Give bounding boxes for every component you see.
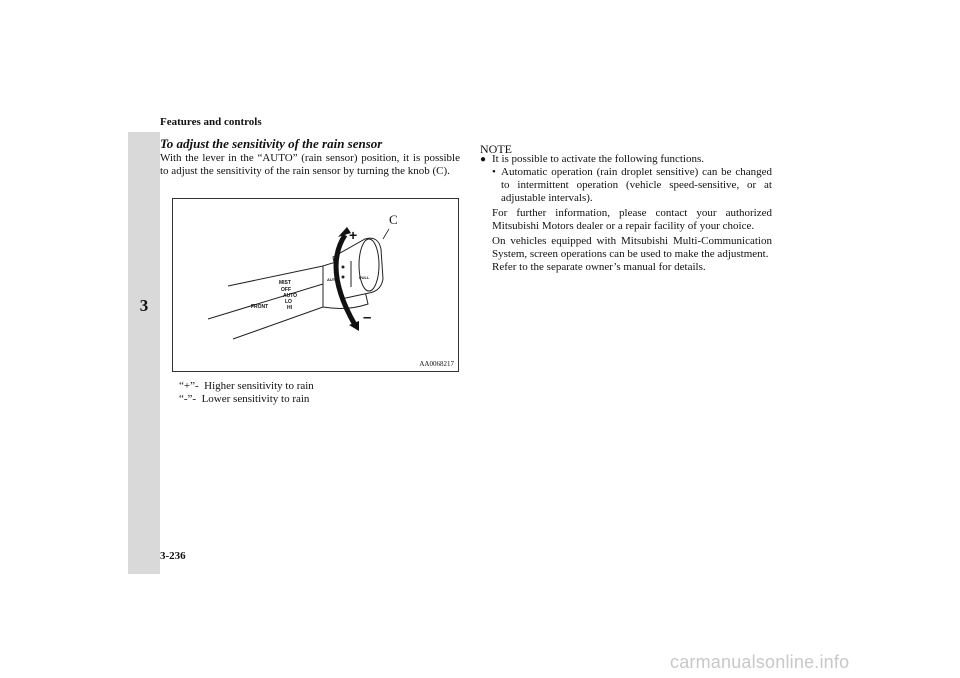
wiper-lever-illustration — [173, 199, 458, 371]
figure-id: AA0068217 — [419, 360, 454, 368]
legend-item-minus: “-”- Lower sensitivity to rain — [179, 393, 310, 405]
mode-label-hi: HI — [287, 305, 292, 311]
page-number: 3-236 — [160, 550, 186, 562]
watermark: carmanualsonline.info — [670, 652, 850, 672]
mode-label-lo: LO — [285, 299, 292, 305]
minus-symbol: – — [363, 309, 372, 326]
front-label: FRONT — [251, 304, 269, 310]
note-para-3: Refer to the separate owner’s manual for details. — [492, 261, 706, 273]
legend — [179, 380, 314, 406]
section-title: To adjust the sensitivity of the rain sensor — [160, 136, 383, 151]
knob-pull-label: PULL — [359, 275, 370, 280]
note-body — [480, 153, 772, 274]
note-para-1: For further information, please contact your authorized Mitsubishi Motors dealer or a repair facility of your choice. — [492, 207, 772, 232]
intro-paragraph: With the lever in the “AUTO” (rain sensor) position, it is possible to adjust the sensitivity of the rain sensor by turning the knob (C). — [160, 152, 460, 177]
knob-auto-label: AUTO — [327, 277, 339, 282]
plus-symbol: + — [349, 227, 358, 243]
callout-c: C — [389, 212, 398, 227]
running-header: Features and controls — [160, 116, 262, 128]
wiper-lever-figure — [172, 198, 459, 372]
mode-label-mist: MIST — [279, 280, 291, 286]
bullet-icon: ● — [480, 154, 487, 165]
note-heading: NOTE — [480, 142, 512, 156]
chapter-tab — [128, 132, 160, 574]
mode-label-auto: AUTO — [283, 293, 298, 299]
mode-label-off: OFF — [281, 287, 291, 293]
note-bullet-text: It is possible to activate the following functions. — [492, 153, 705, 165]
sub-bullet-icon: • — [492, 166, 496, 178]
note-para-2: On vehicles equipped with Mitsubishi Multi-Communication System, screen operations can be used to make the adjustment. — [492, 235, 772, 260]
legend-item-plus: “+”- Higher sensitivity to rain — [179, 380, 314, 392]
chapter-number: 3 — [139, 296, 149, 315]
note-sub-item: Automatic operation (rain droplet sensitive) can be changed to intermittent operation (vehicle speed-sensitive, or at adjustable intervals). — [501, 166, 772, 204]
